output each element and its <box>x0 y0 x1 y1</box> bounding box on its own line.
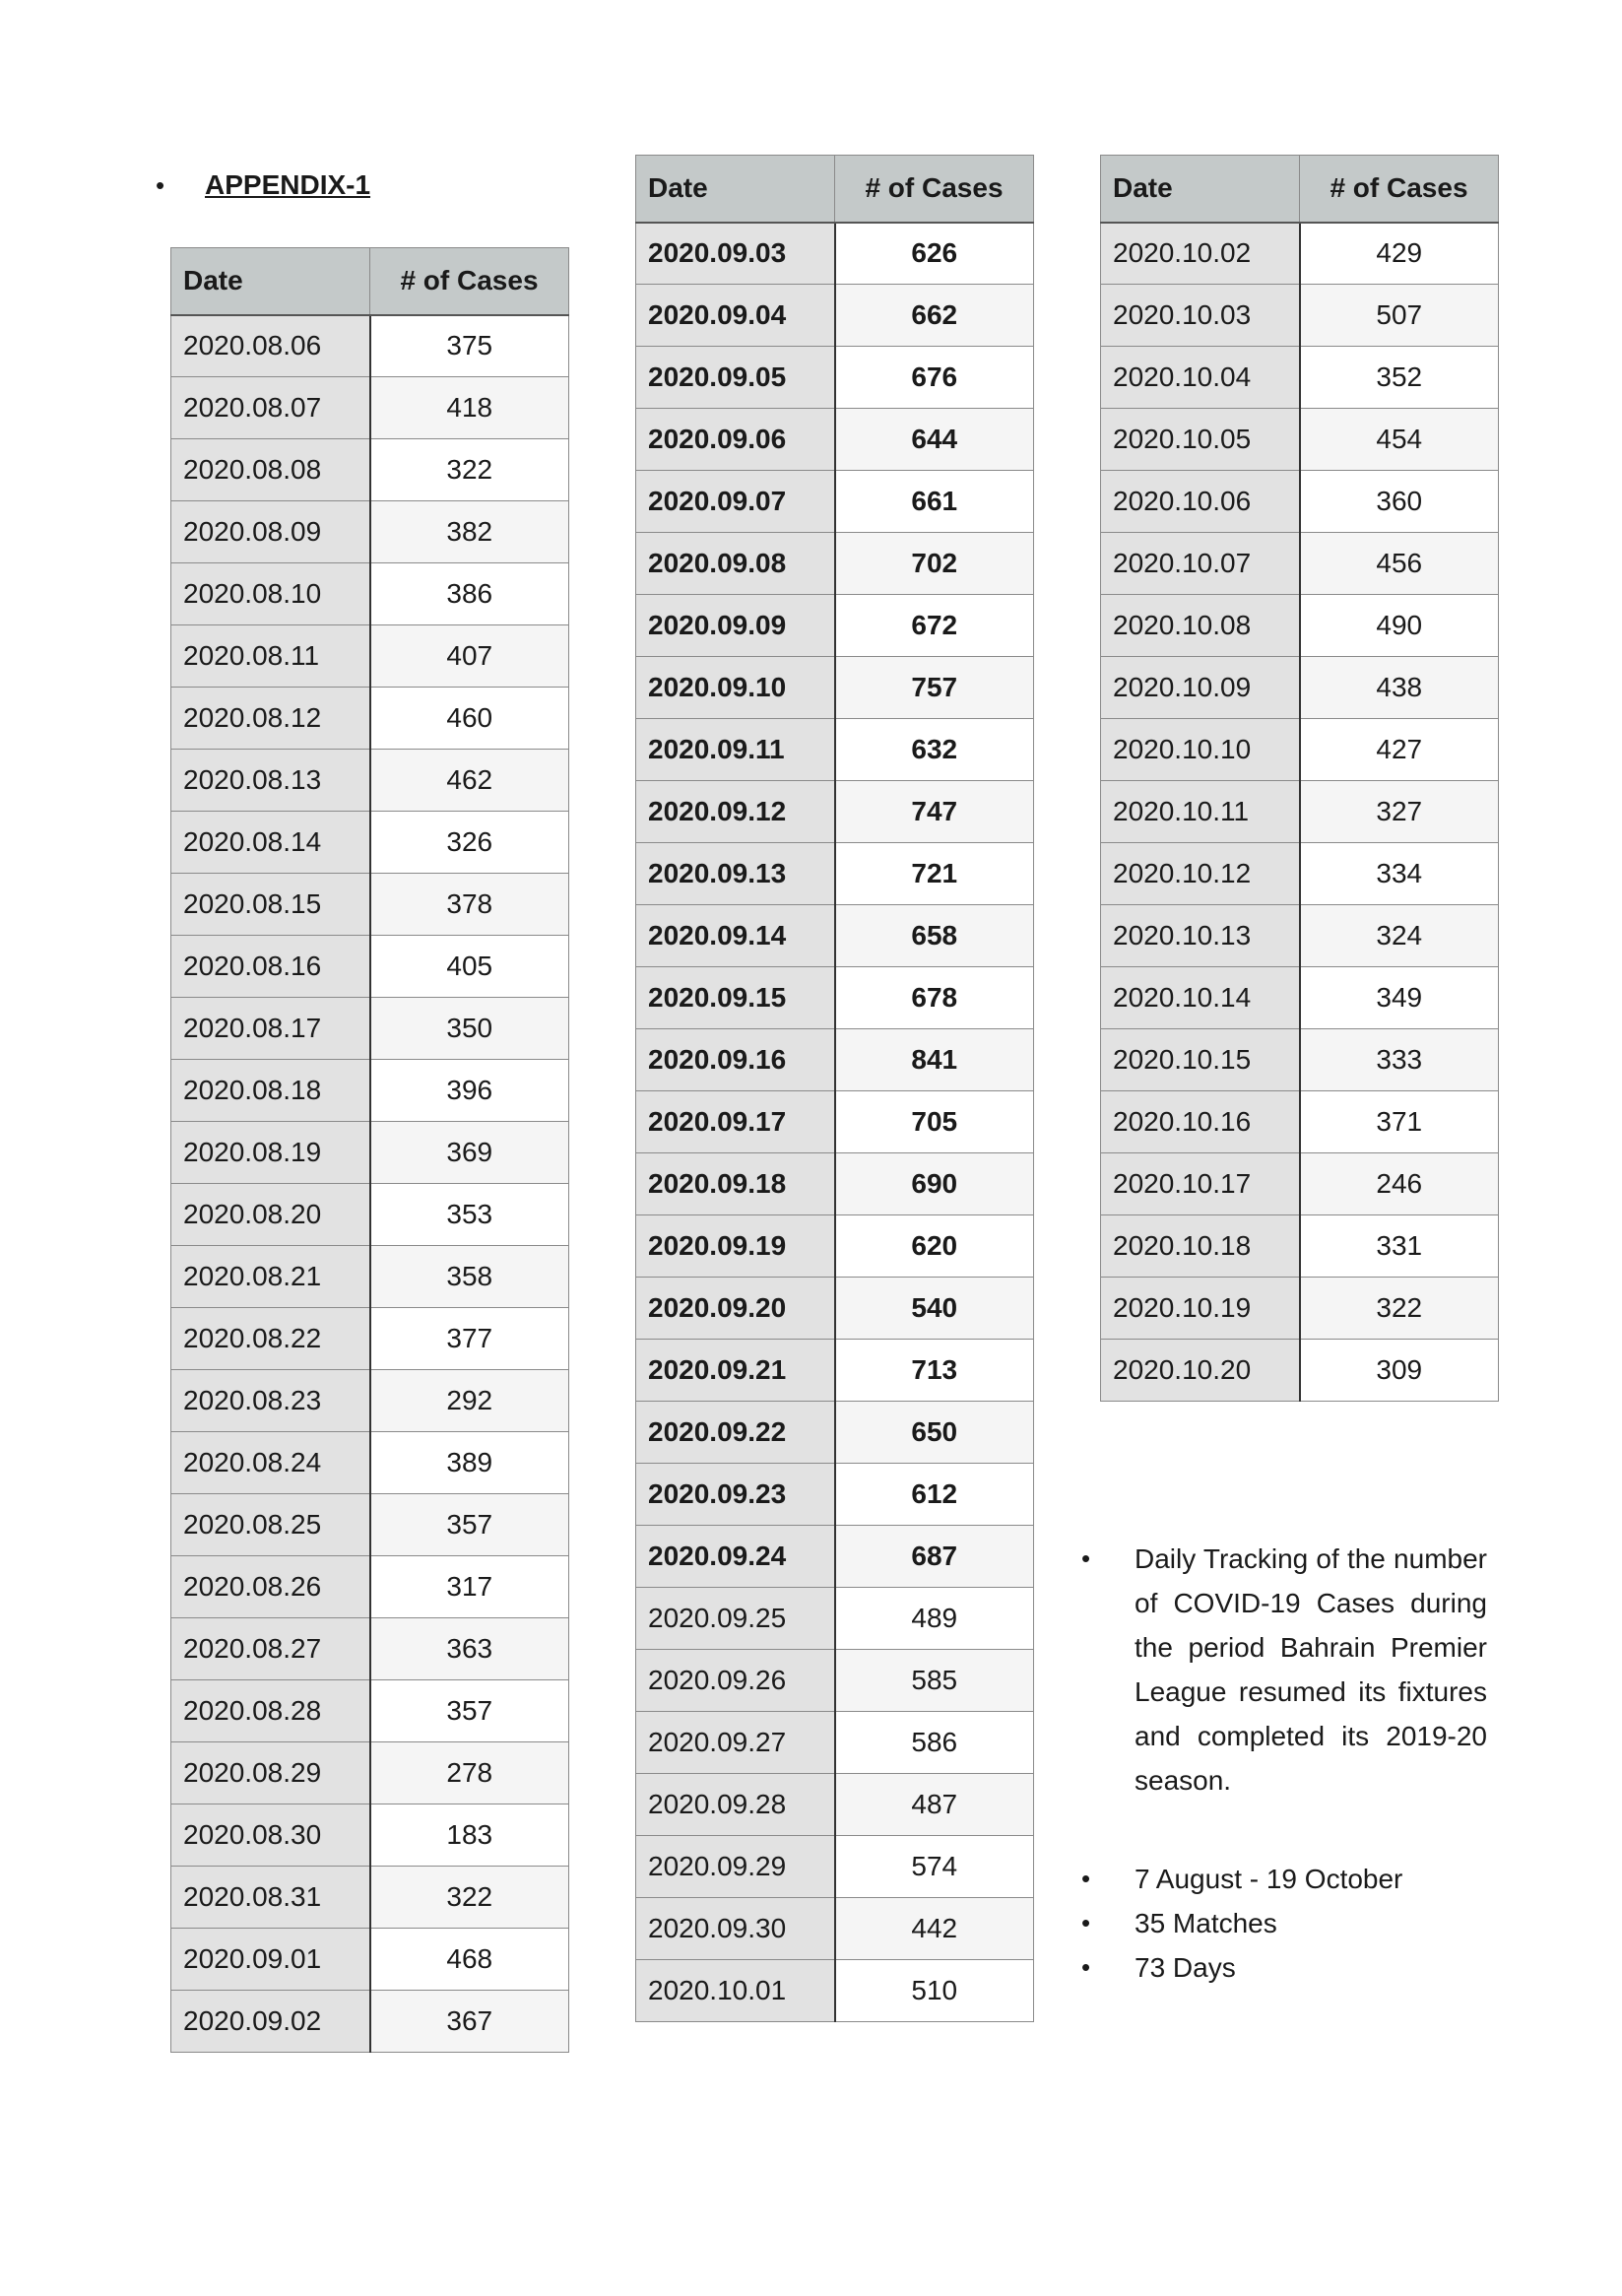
table-header-row <box>636 156 1034 223</box>
cases-cell: 331 <box>1300 1215 1499 1278</box>
cases-cell: 382 <box>370 501 569 563</box>
table-row <box>171 1060 569 1122</box>
bullet-icon: • <box>1081 1952 1091 1982</box>
table-header-row <box>171 248 569 315</box>
table-row <box>636 719 1034 781</box>
cases-column-header: # of Cases <box>835 156 1034 223</box>
date-cell: 2020.08.25 <box>171 1494 370 1556</box>
table-header-row <box>1101 156 1499 223</box>
table-row <box>636 1898 1034 1960</box>
table-row <box>171 812 569 874</box>
cases-cell: 757 <box>835 657 1034 719</box>
cases-cell: 442 <box>835 1898 1034 1960</box>
table-row <box>171 936 569 998</box>
date-cell: 2020.10.13 <box>1101 905 1300 967</box>
cases-cell: 705 <box>835 1091 1034 1153</box>
table-row <box>171 1308 569 1370</box>
date-column-header: Date <box>1101 156 1300 223</box>
cases-cell: 626 <box>835 223 1034 285</box>
table-row <box>1101 905 1499 967</box>
note-days <box>1081 1945 1487 1990</box>
date-cell: 2020.10.03 <box>1101 285 1300 347</box>
table-row <box>636 657 1034 719</box>
cases-cell: 350 <box>370 998 569 1060</box>
cases-cell: 334 <box>1300 843 1499 905</box>
note-matches <box>1081 1901 1487 1945</box>
cases-cell: 367 <box>370 1991 569 2053</box>
table-row <box>636 1153 1034 1215</box>
cases-cell: 507 <box>1300 285 1499 347</box>
table-row <box>1101 595 1499 657</box>
cases-column-header: # of Cases <box>1300 156 1499 223</box>
table-row <box>1101 533 1499 595</box>
cases-cell: 360 <box>1300 471 1499 533</box>
cases-cell: 369 <box>370 1122 569 1184</box>
table-row <box>1101 1029 1499 1091</box>
cases-cell: 396 <box>370 1060 569 1122</box>
date-cell: 2020.09.06 <box>636 409 835 471</box>
table-row <box>636 1402 1034 1464</box>
date-cell: 2020.08.08 <box>171 439 370 501</box>
table-row <box>636 1464 1034 1526</box>
date-cell: 2020.10.02 <box>1101 223 1300 285</box>
table-row <box>171 1742 569 1804</box>
table-row <box>636 1774 1034 1836</box>
notes-list <box>1081 1537 1487 1990</box>
cases-column-header: # of Cases <box>370 248 569 315</box>
date-cell: 2020.08.11 <box>171 625 370 688</box>
cases-cell: 661 <box>835 471 1034 533</box>
cases-cell: 389 <box>370 1432 569 1494</box>
table-row <box>171 998 569 1060</box>
table-row <box>1101 471 1499 533</box>
cases-cell: 292 <box>370 1370 569 1432</box>
table-row <box>636 1215 1034 1278</box>
cases-cell: 378 <box>370 874 569 936</box>
cases-cell: 462 <box>370 750 569 812</box>
note-period-text: 7 August - 19 October <box>1135 1864 1403 1894</box>
date-cell: 2020.08.22 <box>171 1308 370 1370</box>
bullet-icon: • <box>1081 1864 1091 1893</box>
date-cell: 2020.09.28 <box>636 1774 835 1836</box>
cases-cell: 644 <box>835 409 1034 471</box>
date-cell: 2020.10.16 <box>1101 1091 1300 1153</box>
cases-cell: 324 <box>1300 905 1499 967</box>
date-cell: 2020.08.26 <box>171 1556 370 1618</box>
date-cell: 2020.09.08 <box>636 533 835 595</box>
table-row <box>1101 781 1499 843</box>
bullet-icon: • <box>1081 1543 1091 1573</box>
note-description <box>1081 1537 1487 1803</box>
cases-table-september <box>635 155 1034 2022</box>
table-row <box>171 1991 569 2053</box>
cases-cell: 363 <box>370 1618 569 1680</box>
cases-cell: 358 <box>370 1246 569 1308</box>
date-cell: 2020.09.30 <box>636 1898 835 1960</box>
date-cell: 2020.10.14 <box>1101 967 1300 1029</box>
cases-cell: 357 <box>370 1494 569 1556</box>
date-cell: 2020.09.26 <box>636 1650 835 1712</box>
table-row <box>636 967 1034 1029</box>
cases-cell: 574 <box>835 1836 1034 1898</box>
table-row <box>636 409 1034 471</box>
date-cell: 2020.08.19 <box>171 1122 370 1184</box>
cases-cell: 278 <box>370 1742 569 1804</box>
table-row <box>171 563 569 625</box>
table-row <box>1101 223 1499 285</box>
table-row <box>636 285 1034 347</box>
cases-cell: 386 <box>370 563 569 625</box>
cases-table-august <box>170 247 569 2053</box>
table-row <box>636 843 1034 905</box>
table-row <box>1101 967 1499 1029</box>
date-cell: 2020.08.07 <box>171 377 370 439</box>
date-cell: 2020.09.05 <box>636 347 835 409</box>
date-cell: 2020.08.20 <box>171 1184 370 1246</box>
cases-cell: 510 <box>835 1960 1034 2022</box>
cases-cell: 333 <box>1300 1029 1499 1091</box>
table-row <box>171 1618 569 1680</box>
bullet-icon: • <box>1081 1908 1091 1937</box>
cases-cell: 353 <box>370 1184 569 1246</box>
note-description-text: Daily Tracking of the number of COVID-19 Cases during the period Bahrain Premier League resumed its fixtures and completed its 2019-20 season. <box>1135 1543 1487 1796</box>
date-cell: 2020.09.13 <box>636 843 835 905</box>
cases-cell: 687 <box>835 1526 1034 1588</box>
date-cell: 2020.09.19 <box>636 1215 835 1278</box>
cases-cell: 352 <box>1300 347 1499 409</box>
table-row <box>1101 409 1499 471</box>
cases-cell: 632 <box>835 719 1034 781</box>
date-cell: 2020.10.09 <box>1101 657 1300 719</box>
table-row <box>171 315 569 377</box>
table-row <box>636 595 1034 657</box>
cases-cell: 322 <box>1300 1278 1499 1340</box>
table-row <box>636 533 1034 595</box>
cases-cell: 658 <box>835 905 1034 967</box>
table-row <box>636 1588 1034 1650</box>
table-row <box>1101 1153 1499 1215</box>
date-cell: 2020.09.01 <box>171 1929 370 1991</box>
table-row <box>171 501 569 563</box>
table-row <box>171 1494 569 1556</box>
cases-cell: 489 <box>835 1588 1034 1650</box>
table-row <box>1101 719 1499 781</box>
date-cell: 2020.09.18 <box>636 1153 835 1215</box>
table-row <box>171 625 569 688</box>
date-cell: 2020.10.06 <box>1101 471 1300 533</box>
appendix-title: APPENDIX-1 <box>205 169 371 200</box>
cases-cell: 349 <box>1300 967 1499 1029</box>
table-row <box>171 688 569 750</box>
table-row <box>171 1929 569 1991</box>
date-cell: 2020.09.29 <box>636 1836 835 1898</box>
date-cell: 2020.08.14 <box>171 812 370 874</box>
cases-cell: 540 <box>835 1278 1034 1340</box>
cases-cell: 676 <box>835 347 1034 409</box>
cases-cell: 672 <box>835 595 1034 657</box>
table-row <box>171 1432 569 1494</box>
cases-cell: 322 <box>370 439 569 501</box>
table-row <box>636 905 1034 967</box>
table-row <box>1101 843 1499 905</box>
date-cell: 2020.08.12 <box>171 688 370 750</box>
table-row <box>1101 1278 1499 1340</box>
table-row <box>1101 1340 1499 1402</box>
cases-cell: 309 <box>1300 1340 1499 1402</box>
cases-cell: 586 <box>835 1712 1034 1774</box>
table-row <box>636 1526 1034 1588</box>
cases-cell: 650 <box>835 1402 1034 1464</box>
date-cell: 2020.09.09 <box>636 595 835 657</box>
date-cell: 2020.09.14 <box>636 905 835 967</box>
date-column-header: Date <box>636 156 835 223</box>
cases-cell: 371 <box>1300 1091 1499 1153</box>
date-cell: 2020.08.28 <box>171 1680 370 1742</box>
cases-cell: 429 <box>1300 223 1499 285</box>
cases-cell: 246 <box>1300 1153 1499 1215</box>
date-cell: 2020.10.04 <box>1101 347 1300 409</box>
cases-cell: 317 <box>370 1556 569 1618</box>
table-row <box>636 1278 1034 1340</box>
bullet-icon: • <box>156 170 165 200</box>
cases-cell: 326 <box>370 812 569 874</box>
table-row <box>636 471 1034 533</box>
cases-cell: 585 <box>835 1650 1034 1712</box>
date-cell: 2020.10.08 <box>1101 595 1300 657</box>
date-cell: 2020.08.29 <box>171 1742 370 1804</box>
date-cell: 2020.09.03 <box>636 223 835 285</box>
table-row <box>1101 1091 1499 1153</box>
cases-cell: 377 <box>370 1308 569 1370</box>
cases-cell: 678 <box>835 967 1034 1029</box>
date-cell: 2020.09.15 <box>636 967 835 1029</box>
cases-cell: 357 <box>370 1680 569 1742</box>
table-row <box>636 347 1034 409</box>
date-cell: 2020.09.23 <box>636 1464 835 1526</box>
cases-cell: 322 <box>370 1867 569 1929</box>
table-row <box>171 1246 569 1308</box>
cases-table-october <box>1100 155 1499 1402</box>
date-cell: 2020.08.15 <box>171 874 370 936</box>
date-cell: 2020.10.18 <box>1101 1215 1300 1278</box>
table-row <box>171 1867 569 1929</box>
table-row <box>636 1029 1034 1091</box>
cases-cell: 327 <box>1300 781 1499 843</box>
date-cell: 2020.09.12 <box>636 781 835 843</box>
date-cell: 2020.08.23 <box>171 1370 370 1432</box>
date-cell: 2020.08.06 <box>171 315 370 377</box>
table-row <box>636 223 1034 285</box>
date-cell: 2020.08.21 <box>171 1246 370 1308</box>
date-cell: 2020.08.30 <box>171 1804 370 1867</box>
date-cell: 2020.10.11 <box>1101 781 1300 843</box>
date-cell: 2020.10.01 <box>636 1960 835 2022</box>
table-row <box>636 1091 1034 1153</box>
cases-cell: 747 <box>835 781 1034 843</box>
date-cell: 2020.08.27 <box>171 1618 370 1680</box>
date-cell: 2020.09.11 <box>636 719 835 781</box>
date-cell: 2020.09.20 <box>636 1278 835 1340</box>
date-cell: 2020.09.16 <box>636 1029 835 1091</box>
cases-cell: 487 <box>835 1774 1034 1836</box>
cases-cell: 454 <box>1300 409 1499 471</box>
table-row <box>1101 1215 1499 1278</box>
date-cell: 2020.10.19 <box>1101 1278 1300 1340</box>
date-cell: 2020.09.04 <box>636 285 835 347</box>
table-row <box>171 1184 569 1246</box>
cases-cell: 702 <box>835 533 1034 595</box>
date-cell: 2020.09.17 <box>636 1091 835 1153</box>
table-row <box>636 1712 1034 1774</box>
date-cell: 2020.08.09 <box>171 501 370 563</box>
table-row <box>1101 347 1499 409</box>
date-cell: 2020.10.07 <box>1101 533 1300 595</box>
date-cell: 2020.09.22 <box>636 1402 835 1464</box>
cases-cell: 438 <box>1300 657 1499 719</box>
date-cell: 2020.08.10 <box>171 563 370 625</box>
table-row <box>171 874 569 936</box>
date-cell: 2020.08.31 <box>171 1867 370 1929</box>
cases-cell: 456 <box>1300 533 1499 595</box>
cases-cell: 713 <box>835 1340 1034 1402</box>
date-cell: 2020.09.27 <box>636 1712 835 1774</box>
date-cell: 2020.08.13 <box>171 750 370 812</box>
cases-cell: 612 <box>835 1464 1034 1526</box>
date-cell: 2020.10.10 <box>1101 719 1300 781</box>
cases-cell: 460 <box>370 688 569 750</box>
cases-cell: 841 <box>835 1029 1034 1091</box>
cases-cell: 427 <box>1300 719 1499 781</box>
date-cell: 2020.09.02 <box>171 1991 370 2053</box>
table-row <box>171 1804 569 1867</box>
date-cell: 2020.09.21 <box>636 1340 835 1402</box>
table-row <box>171 1556 569 1618</box>
table-row <box>636 1836 1034 1898</box>
date-cell: 2020.10.12 <box>1101 843 1300 905</box>
cases-cell: 375 <box>370 315 569 377</box>
table-row <box>171 1680 569 1742</box>
date-cell: 2020.09.07 <box>636 471 835 533</box>
date-cell: 2020.08.24 <box>171 1432 370 1494</box>
cases-cell: 407 <box>370 625 569 688</box>
date-cell: 2020.10.17 <box>1101 1153 1300 1215</box>
cases-cell: 690 <box>835 1153 1034 1215</box>
table-row <box>1101 285 1499 347</box>
date-cell: 2020.08.16 <box>171 936 370 998</box>
table-row <box>171 750 569 812</box>
note-period <box>1081 1857 1487 1901</box>
date-cell: 2020.09.24 <box>636 1526 835 1588</box>
table-row <box>171 377 569 439</box>
table-row <box>636 1650 1034 1712</box>
table-row <box>636 1960 1034 2022</box>
cases-cell: 721 <box>835 843 1034 905</box>
cases-cell: 418 <box>370 377 569 439</box>
date-cell: 2020.09.25 <box>636 1588 835 1650</box>
date-cell: 2020.08.18 <box>171 1060 370 1122</box>
table-row <box>636 1340 1034 1402</box>
table-row <box>636 781 1034 843</box>
note-days-text: 73 Days <box>1135 1952 1236 1983</box>
date-cell: 2020.10.20 <box>1101 1340 1300 1402</box>
date-cell: 2020.10.15 <box>1101 1029 1300 1091</box>
date-cell: 2020.10.05 <box>1101 409 1300 471</box>
cases-cell: 405 <box>370 936 569 998</box>
note-matches-text: 35 Matches <box>1135 1908 1277 1938</box>
table-row <box>171 439 569 501</box>
table-row <box>171 1370 569 1432</box>
date-cell: 2020.08.17 <box>171 998 370 1060</box>
table-row <box>171 1122 569 1184</box>
date-column-header: Date <box>171 248 370 315</box>
table-row <box>1101 657 1499 719</box>
cases-cell: 662 <box>835 285 1034 347</box>
cases-cell: 183 <box>370 1804 569 1867</box>
cases-cell: 620 <box>835 1215 1034 1278</box>
date-cell: 2020.09.10 <box>636 657 835 719</box>
cases-cell: 468 <box>370 1929 569 1991</box>
cases-cell: 490 <box>1300 595 1499 657</box>
